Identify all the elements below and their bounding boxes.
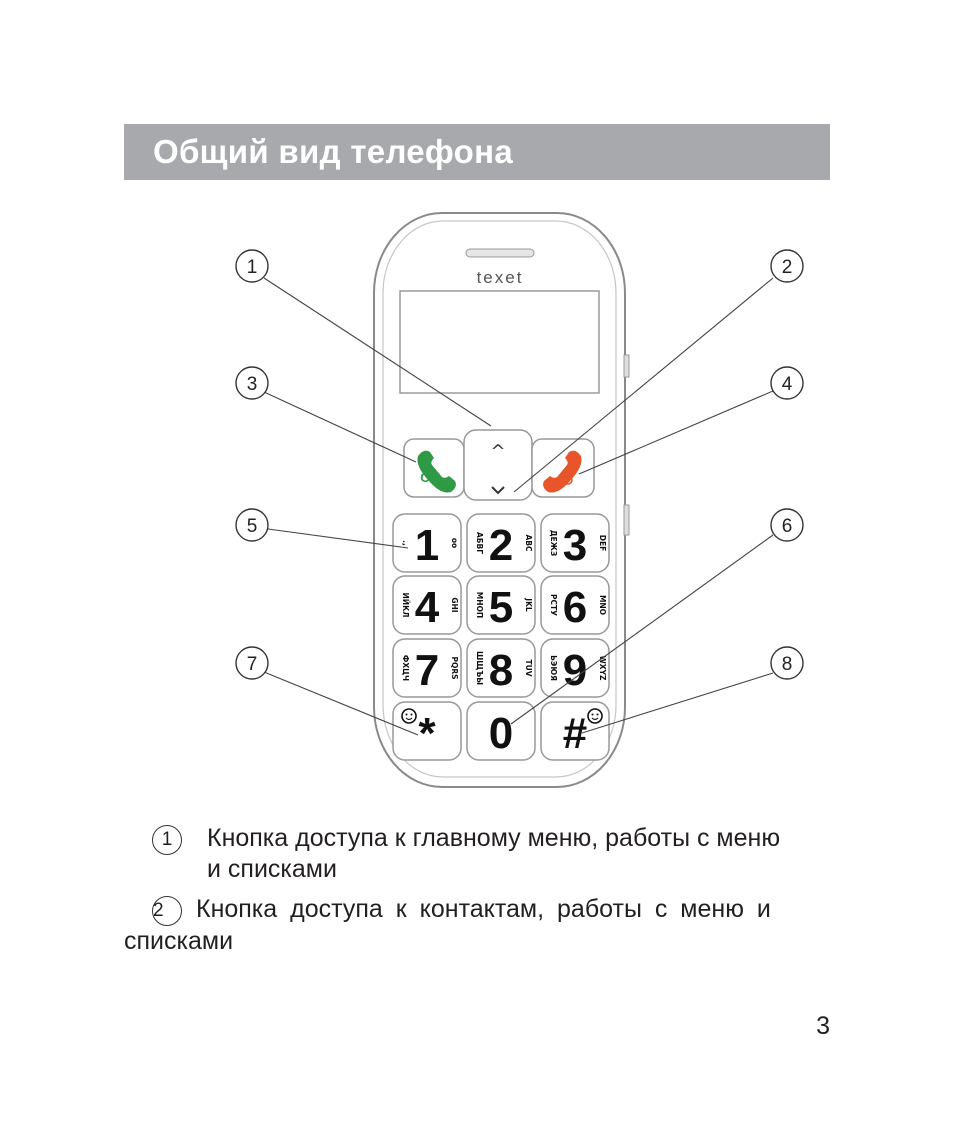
key-letters-en: WXYZ xyxy=(598,655,607,681)
key-letters-en: MNO xyxy=(598,594,607,616)
keypad-key-2[interactable] xyxy=(467,514,535,572)
brand-logo: teXet xyxy=(476,268,524,287)
key-letters-en: ABC xyxy=(524,534,533,552)
key-letters-en: PQRS xyxy=(450,656,459,680)
key-digit: 8 xyxy=(488,646,514,695)
legend-text-2: Кнопка доступа к контактам, работы с меню и xyxy=(196,895,771,923)
key-digit: 6 xyxy=(562,583,588,632)
key-letters-ru: РСТУ xyxy=(549,594,558,616)
side-button xyxy=(624,505,629,535)
speaker-grille xyxy=(466,249,534,257)
callout-number: 8 xyxy=(781,654,793,675)
callout-6 xyxy=(771,509,803,541)
key-digit: # xyxy=(562,709,588,758)
legend-number-1: 1 xyxy=(152,825,182,855)
legend-item-1 xyxy=(124,823,830,885)
keypad-key-6[interactable] xyxy=(541,576,609,634)
callout-5 xyxy=(236,509,268,541)
callout-number: 4 xyxy=(781,374,793,395)
keypad-key-4[interactable] xyxy=(393,576,461,634)
callout-3 xyxy=(236,367,268,399)
keypad-key-9[interactable] xyxy=(541,639,609,697)
callout-number: 6 xyxy=(781,516,793,537)
callout-1 xyxy=(236,250,268,282)
key-digit: 0 xyxy=(488,709,514,758)
callout-number: 2 xyxy=(781,257,793,278)
keypad-key-1[interactable] xyxy=(393,514,461,572)
keypad-key-*[interactable] xyxy=(393,702,461,760)
key-letters-en: oo xyxy=(450,537,459,549)
callout-number: 3 xyxy=(246,374,258,395)
smiley-icon xyxy=(402,709,416,723)
phone-screen xyxy=(400,291,599,393)
callout-number: 5 xyxy=(246,516,258,537)
key-digit: 3 xyxy=(562,521,588,570)
key-letters-en: TUV xyxy=(524,659,533,677)
keypad-key-0[interactable] xyxy=(467,702,535,760)
keypad-key-5[interactable] xyxy=(467,576,535,634)
key-digit: * xyxy=(418,709,436,758)
key-letters-ru: АБВГ xyxy=(475,531,484,555)
key-letters-ru: ЬЭЮЯ xyxy=(549,655,558,681)
ok-label: OK xyxy=(420,470,440,485)
legend-text-2-cont: списками xyxy=(124,927,234,955)
callout-8 xyxy=(771,647,803,679)
key-digit: 9 xyxy=(562,646,588,695)
callout-7 xyxy=(236,647,268,679)
callout-2 xyxy=(771,250,803,282)
key-digit: 5 xyxy=(488,583,514,632)
legend-number-2: 2 xyxy=(152,896,182,926)
side-button xyxy=(624,355,629,377)
keypad-key-#[interactable] xyxy=(541,702,609,760)
key-digit: 1 xyxy=(414,521,440,570)
nav-up-arrow: ^ xyxy=(490,441,506,462)
key-letters-en: JKL xyxy=(524,598,533,612)
smiley-icon xyxy=(588,709,602,723)
callout-number: 7 xyxy=(246,654,258,675)
key-letters-ru: ФХЦЧ xyxy=(401,654,410,682)
key-letters-ru: ИЙКЛ xyxy=(401,592,410,618)
key-letters-ru: ШЩЪЫ xyxy=(475,650,484,686)
key-digit: 2 xyxy=(488,521,514,570)
key-letters-ru: ДЕЖЗ xyxy=(549,529,558,557)
end-key xyxy=(532,439,594,497)
callout-number: 1 xyxy=(246,257,258,278)
key-letters-ru: МНОП xyxy=(475,591,484,619)
key-letters-ru: ., xyxy=(401,540,410,546)
page-number: 3 xyxy=(816,1012,830,1040)
callout-4 xyxy=(771,367,803,399)
legend-text-1: Кнопка доступа к главному меню, работы с меню и списками xyxy=(207,824,781,883)
key-letters-en: DEF xyxy=(598,534,607,552)
keypad-key-3[interactable] xyxy=(541,514,609,572)
keypad-key-7[interactable] xyxy=(393,639,461,697)
section-title: Общий вид телефона xyxy=(153,133,514,170)
keypad-key-8[interactable] xyxy=(467,639,535,697)
key-digit: 7 xyxy=(414,646,440,695)
key-letters-en: GHI xyxy=(450,597,459,613)
legend-item-2 xyxy=(124,894,830,957)
key-digit: 4 xyxy=(414,583,440,632)
